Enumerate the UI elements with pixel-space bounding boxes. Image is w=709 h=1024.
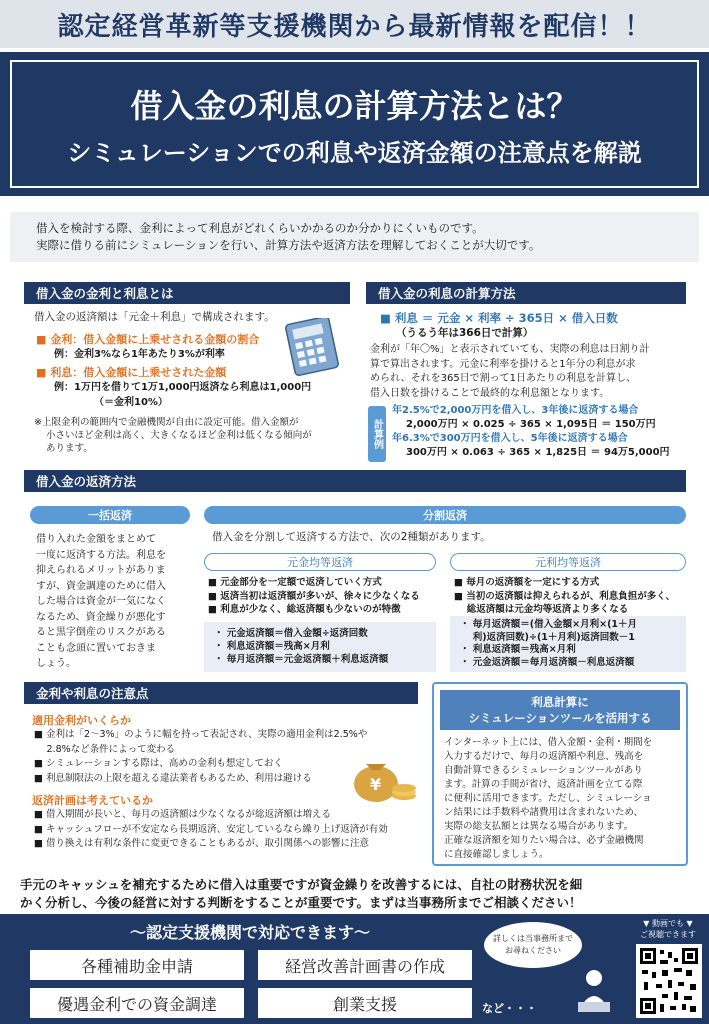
ganri-formula: ・ 利息返済額＝残高×月利 — [460, 644, 576, 655]
ganri-point: ■ 毎月の返済額を一定にする方式 — [454, 577, 600, 588]
sec1-note-3: あります。 — [46, 443, 93, 454]
service-kaizen-button[interactable]: 経営改善計画書の作成 — [258, 950, 472, 980]
kinri-label: ■ 金利：借入金額に上乗せされる金額の割合 — [36, 333, 260, 346]
ikkatsu-line: 一度に返済する方法。利息を — [36, 549, 166, 561]
chuuiten-sub-2-points — [34, 808, 434, 852]
chuuiten-point: ■ 金利は「2～3%」のように幅を持って表記され、実際の適用金利は2.5%や — [34, 729, 368, 740]
ganri-formula: ・ 毎月返済額＝(借入金額×月利×(1＋月 — [460, 619, 638, 630]
ikkatsu-line: なるため、資金繰りが悪化す — [36, 611, 166, 623]
ganri-formulas — [450, 616, 686, 672]
svg-text:¥: ¥ — [370, 775, 382, 794]
video-note-1: ▼ 動画でも ▼ — [643, 919, 693, 928]
footer-etc: など・・・ — [482, 1002, 537, 1015]
footer-section — [0, 914, 709, 1024]
simulation-line: ン結果には手数料や諸費用は含まれないため、 — [444, 807, 644, 818]
example-1-title: 年2.5%で2,000万円を借入し、3年後に返済する場合 — [392, 405, 639, 416]
section-heading: 金利や利息の注意点 — [24, 682, 418, 704]
chuuiten-point: 2.8%など条件によって変わる — [34, 743, 176, 755]
kinri-example: 例：金利3%なら1年あたり3%が利率 — [54, 349, 225, 360]
chuuiten-sub-2: 返済計画は考えているか — [32, 794, 153, 807]
bubble-line-1: 詳しくは当事務所まで — [493, 934, 573, 943]
chuuiten-point: ■ キャッシュフローが不安定なら長期返済、安定しているなら繰り上げ返済が有効 — [34, 823, 388, 835]
gankin-point: ■ 元金部分を一定額で返済していく方式 — [208, 577, 382, 588]
closing-message — [20, 876, 700, 912]
ikkatsu-line: しょう。 — [36, 658, 76, 669]
example-1-calc: 2,000万円 × 0.025 ÷ 365 × 1,095日 ＝ 150万円 — [406, 419, 656, 430]
example-2-title: 年6.3%で300万円を借入し、5年後に返済する場合 — [392, 433, 628, 444]
ganri-pill: 元利均等返済 — [450, 553, 686, 571]
gankin-point: ■ 返済当初は返済額が多いが、徐々に少なくなる — [208, 590, 420, 602]
section-heading: 借入金の利息の計算方法 — [366, 282, 686, 304]
simulation-line: インターネット上には、借入金額・金利・期間を — [444, 737, 653, 748]
ikkatsu-line: した場合は資金が一気になく — [36, 596, 166, 607]
gankin-pill: 元金均等返済 — [204, 553, 436, 571]
ikkatsu-line: ると黒字倒産のリスクがある — [36, 627, 166, 638]
gankin-formula: ・ 利息返済額＝残高×月利 — [214, 641, 330, 652]
section-risoku-keisan — [366, 282, 686, 401]
sec2-body-3: められ、それを365日で割って1日あたりの利息を計算し、 — [370, 373, 637, 384]
ikkatsu-body — [36, 532, 188, 672]
section-chuuiten — [24, 682, 418, 704]
ikkatsu-pill: 一括返済 — [30, 506, 190, 524]
service-subsidy-button[interactable]: 各種補助金申請 — [30, 950, 244, 980]
top-banner — [0, 0, 709, 48]
qr-code-icon[interactable] — [636, 944, 702, 1018]
hero-frame — [10, 60, 699, 188]
section-heading: 借入金の金利と利息とは — [24, 282, 350, 304]
video-note-2: ご視聴できます — [640, 930, 696, 939]
risoku-formula: ■ 利息 ＝ 元金 × 利率 ÷ 365日 × 借入日数 — [380, 311, 618, 325]
hero-section — [0, 52, 709, 196]
ganri-formula: ・ 元金返済額＝毎月返済額－利息返済額 — [460, 656, 635, 668]
simulation-line: に便利に活用できます。ただし、シミュレーショ — [444, 793, 652, 804]
gankin-points — [208, 576, 440, 617]
bubble-line-2: お尋ねください — [505, 946, 561, 955]
ikkatsu-line: すが、資金調達のために借入 — [36, 580, 166, 592]
simulation-line: 正確な返済額を知りたい場合は、必ず金融機関 — [444, 835, 644, 846]
leap-year-note: （うるう年は366日で計算） — [396, 327, 534, 339]
simulation-heading-2: シミュレーションツールを活用する — [468, 711, 652, 725]
simulation-line: ます。計算の手間が省け、返済計画を立てる際 — [444, 779, 643, 790]
ikkatsu-line: ことも念頭に置いておきま — [36, 642, 156, 654]
sec1-lead: 借入金の返済額は「元金＋利息」で構成されます。 — [34, 311, 275, 323]
closing-line-1: 手元のキャッシュを補充するために借入は重要ですが資金繰りを改善するには、自社の財務状況を細 — [20, 877, 583, 892]
risoku-example-1: 例：1万円を借りて1万1,000円返済なら利息は1,000円 — [54, 382, 312, 393]
intro-box — [10, 212, 699, 262]
service-yuugu-button[interactable]: 優遇金利での資金調達 — [30, 988, 244, 1018]
section-heading: 借入金の返済方法 — [24, 470, 686, 492]
example-tag: 計算例 — [368, 406, 386, 462]
chuuiten-point: ■ 借入期間が長いと、毎月の返済額は少なくなるが総返済額は増える — [34, 809, 331, 820]
gankin-point: ■ 利息が少なく、総返済額も少ないのが特徴 — [208, 604, 401, 615]
intro-line-1: 借入を検討する際、金利によって利息がどれくらいかかるのか分かりにくいものです。 — [36, 221, 484, 235]
chuuiten-point: ■ シミュレーションする際は、高めの金利も想定しておく — [34, 758, 283, 769]
simulation-line: 入力するだけで、毎月の返済額や利息、残高を — [444, 751, 644, 762]
risoku-label: ■ 利息：借入金額に上乗せされた金額 — [36, 366, 227, 379]
sec2-body-2: 算で算出されます。元金に利率を掛けると1年分の利息が求 — [370, 358, 636, 370]
ganri-point: ■ 当初の返済額は抑えられるが、利息負担が多く、 — [454, 590, 676, 602]
section-hensai-houhou — [24, 470, 686, 492]
video-note — [630, 918, 706, 940]
simulation-heading-1: 利息計算に — [531, 695, 589, 709]
simulation-tool-box — [432, 682, 688, 866]
ganri-points — [454, 576, 690, 617]
simulation-body — [444, 736, 684, 862]
chuuiten-point: ■ 利息制限法の上限を超える違法業者もあるため、利用は避ける — [34, 772, 312, 784]
hero-title: 借入金の利息の計算方法とは？ — [130, 86, 579, 125]
risoku-example-2: （＝金利10%） — [94, 397, 168, 408]
chuuiten-sub-1: 適用金利がいくらか — [32, 714, 131, 727]
calc-examples — [392, 404, 692, 460]
ganri-point: 総返済額は元金均等返済より多くなる — [454, 604, 629, 615]
simulation-line: 自動計算できるシミュレーションツールがあり — [444, 765, 643, 776]
money-bag-icon — [348, 752, 420, 804]
bunkatsu-lead: 借入金を分割して返済する方法で、次の2種類があります。 — [212, 531, 491, 543]
simulation-heading — [440, 690, 680, 730]
hero-subtitle: シミュレーションでの利息や返済金額の注意点を解説 — [67, 138, 642, 167]
gankin-formulas — [204, 622, 436, 672]
intro-line-2: 実際に借りる前にシミュレーションを行い、計算方法や返済方法を理解しておくことが大切です。 — [36, 238, 541, 252]
gankin-formula: ・ 毎月返済額＝元金返済額＋利息返済額 — [214, 654, 389, 665]
simulation-line: 実際の総支払額とは異なる場合があります。 — [444, 821, 634, 832]
sec2-body-4: 借入日数を掛けることで最終的な利息額となります。 — [370, 387, 610, 399]
closing-line-2: かく分析し、今後の経営に対する判断をすることが重要です。まずは当事務所までご相談ください！ — [20, 895, 582, 910]
chuuiten-point: ■ 借り換えは有利な条件に変更できることもあるが、取引関係への影響に注意 — [34, 838, 369, 849]
footer-heading: ～認定支援機関で対応できます～ — [129, 923, 370, 942]
person-laptop-icon — [574, 966, 614, 1016]
ganri-formula: 利)返済回数)÷(1＋月利)返済回数－1 — [460, 631, 635, 643]
banner-text: 認定経営革新等支援機関から最新情報を配信！！ — [57, 11, 652, 42]
sec2-body-1: 金利が「年〇%」と表示されていても、実際の利息は日割り計 — [370, 344, 650, 355]
ikkatsu-line: 借り入れた金額をまとめて — [36, 534, 156, 545]
bunkatsu-pill: 分割返済 — [204, 506, 686, 524]
sec1-note-2: 小さいほど金利は高く、大きくなるほど金利は低くなる傾向が — [46, 430, 312, 441]
calculator-icon — [280, 318, 342, 376]
simulation-line: に直接確認しましょう。 — [444, 849, 549, 860]
sec1-note-1: ※上限金利の範囲内で金融機関が自由に設定可能。借入金額が — [34, 417, 299, 428]
example-2-calc: 300万円 × 0.063 ÷ 365 × 1,825日 ＝ 94万5,000円 — [406, 447, 670, 458]
ikkatsu-line: 抑えられるメリットがありま — [36, 565, 166, 576]
gankin-formula: ・ 元金返済額＝借入金額÷返済回数 — [214, 628, 368, 639]
service-sougyou-button[interactable]: 創業支援 — [258, 988, 472, 1018]
speech-bubble — [484, 922, 582, 968]
